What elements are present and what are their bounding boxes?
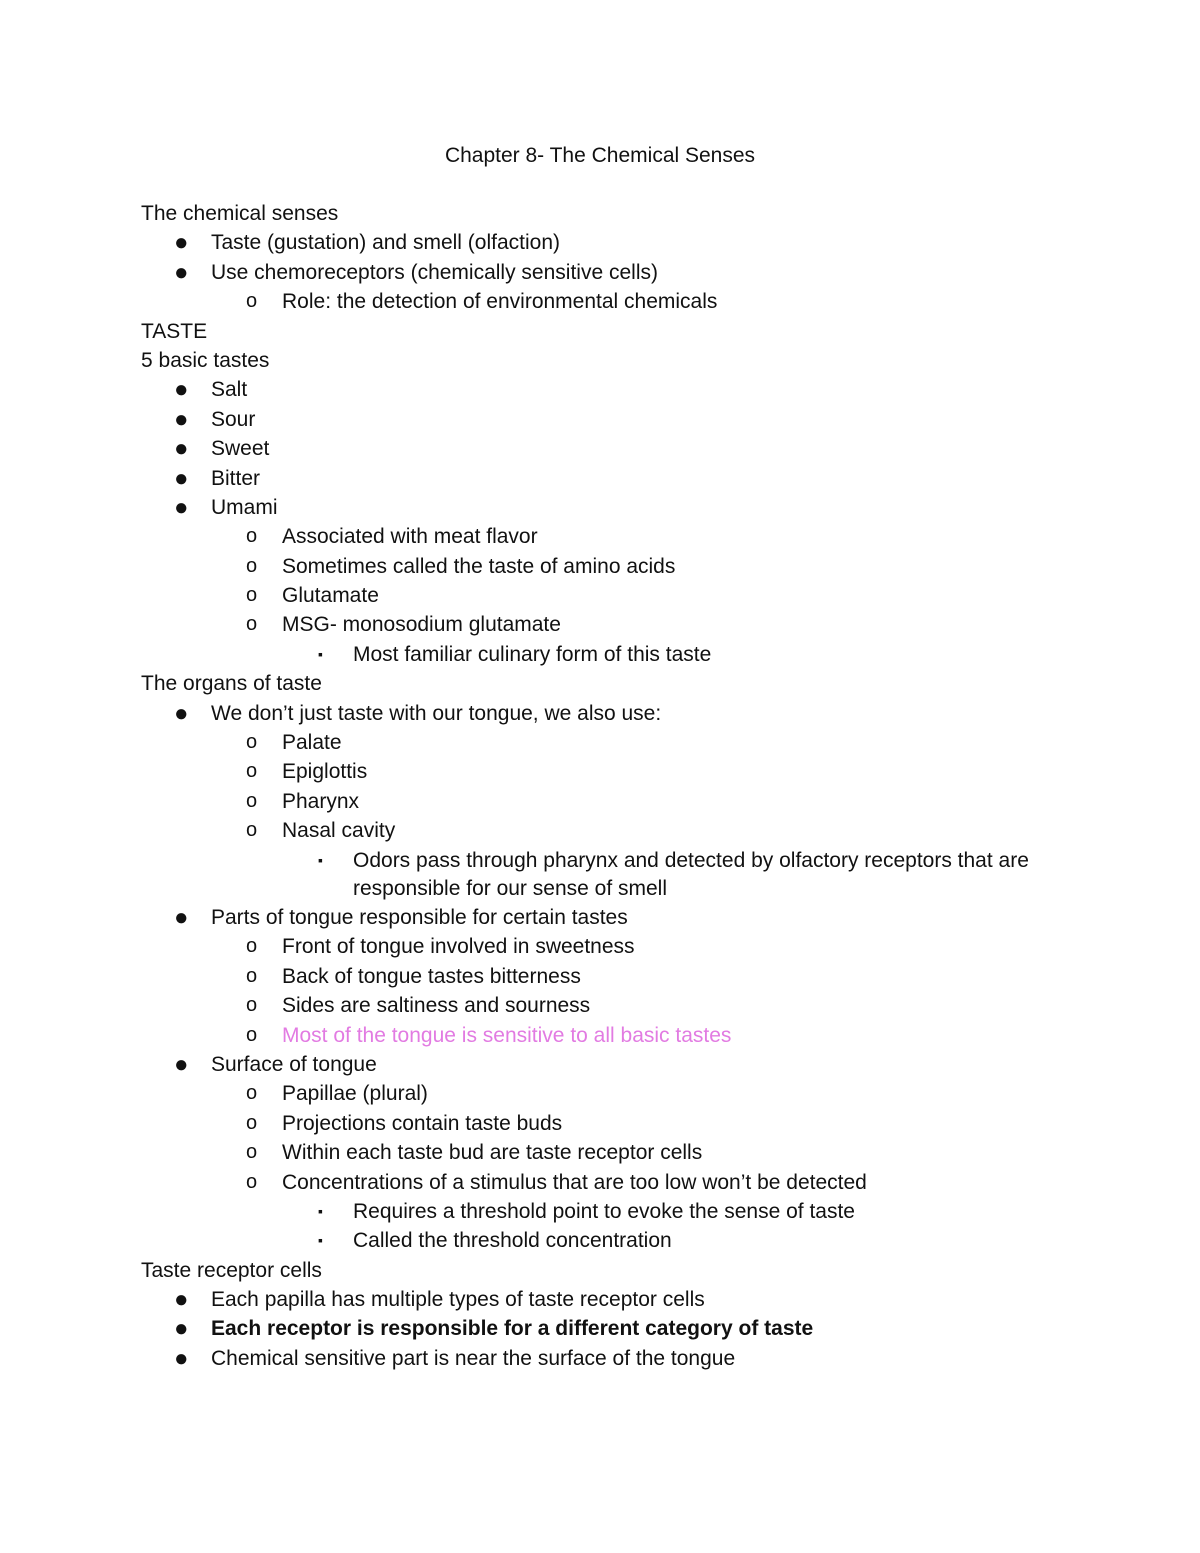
bullet-disc-icon: ● — [174, 493, 189, 521]
bullet-circle-icon: o — [246, 731, 258, 754]
list-item-text: Called the threshold concentration — [353, 1229, 672, 1253]
bullet-circle-icon: o — [246, 789, 258, 812]
list-item — [0, 875, 1200, 903]
list-item-text: Sour — [211, 407, 256, 431]
list-item-text: Each receptor is responsible for a different category of taste — [211, 1317, 814, 1341]
bullet-square-icon: ▪ — [318, 1202, 323, 1219]
list-item — [0, 932, 1200, 961]
list-item-text: Sometimes called the taste of amino acids — [282, 554, 676, 578]
list-item — [0, 1168, 1200, 1197]
bullet-square-icon: ▪ — [318, 851, 323, 868]
list-item — [0, 1109, 1200, 1138]
bullet-disc-icon: ● — [174, 258, 189, 286]
section-heading — [0, 199, 1200, 228]
bullet-disc-icon: ● — [174, 903, 189, 931]
list-item-text: Use chemoreceptors (chemically sensitive cells) — [211, 260, 658, 284]
list-item — [0, 522, 1200, 551]
bullet-disc-icon: ● — [174, 1344, 189, 1372]
list-item — [0, 1314, 1200, 1343]
list-item — [0, 787, 1200, 816]
section-heading — [0, 317, 1200, 346]
document-body — [0, 199, 1200, 1373]
list-item — [0, 581, 1200, 610]
list-item-text: Taste receptor cells — [141, 1258, 322, 1282]
list-item — [0, 464, 1200, 493]
list-item-text: Odors pass through pharynx and detected by olfactory receptors that are — [353, 848, 1029, 872]
list-item-text: Each papilla has multiple types of taste receptor cells — [211, 1288, 705, 1312]
list-item-text: The chemical senses — [141, 202, 339, 225]
list-item-text: Salt — [211, 378, 248, 402]
bullet-disc-icon: ● — [174, 699, 189, 727]
bullet-circle-icon: o — [246, 819, 258, 842]
list-item-text: Role: the detection of environmental chemicals — [282, 290, 718, 314]
section-heading — [0, 1256, 1200, 1285]
list-item-text: Sides are saltiness and sourness — [282, 994, 591, 1018]
bullet-circle-icon: o — [246, 1082, 258, 1105]
list-item-text: Papillae (plural) — [282, 1082, 428, 1106]
list-item-text: Most of the tongue is sensitive to all basic tastes — [282, 1023, 732, 1047]
bullet-square-icon: ▪ — [318, 1232, 323, 1249]
list-item — [0, 405, 1200, 434]
bullet-circle-icon: o — [246, 760, 258, 783]
list-item-text: Nasal cavity — [282, 819, 396, 843]
list-item — [0, 375, 1200, 404]
list-item — [0, 1285, 1200, 1314]
list-item-text: Sweet — [211, 437, 270, 461]
list-item — [0, 991, 1200, 1020]
list-item — [0, 1344, 1200, 1373]
list-item-text: We don’t just taste with our tongue, we also use: — [211, 701, 662, 725]
bullet-disc-icon: ● — [174, 405, 189, 433]
bullet-circle-icon: o — [246, 1111, 258, 1134]
list-item — [0, 493, 1200, 522]
bullet-disc-icon: ● — [174, 229, 189, 257]
list-item-text: Taste (gustation) and smell (olfaction) — [211, 231, 560, 255]
list-item-text: Chemical sensitive part is near the surface of the tongue — [211, 1346, 736, 1370]
bullet-disc-icon: ● — [174, 435, 189, 463]
list-item — [0, 1226, 1200, 1255]
list-item-text: TASTE — [141, 319, 208, 343]
bullet-circle-icon: o — [246, 964, 258, 987]
page-title: Chapter 8- The Chemical Senses — [444, 144, 756, 167]
bullet-circle-icon: o — [246, 1170, 258, 1193]
list-item — [0, 610, 1200, 639]
list-item — [0, 846, 1200, 875]
list-item — [0, 287, 1200, 316]
list-item-text: Concentrations of a stimulus that are too low won’t be detected — [282, 1170, 867, 1194]
list-item — [0, 434, 1200, 463]
section-heading — [0, 669, 1200, 698]
section-heading — [0, 346, 1200, 375]
list-item — [0, 640, 1200, 669]
list-item — [0, 1021, 1200, 1050]
list-item-text: Within each taste bud are taste receptor cells — [282, 1141, 703, 1165]
list-item — [0, 699, 1200, 728]
bullet-circle-icon: o — [246, 994, 258, 1017]
list-item — [0, 1197, 1200, 1226]
list-item-text: The organs of taste — [141, 672, 322, 696]
list-item — [0, 962, 1200, 991]
list-item-text: Back of tongue tastes bitterness — [282, 964, 581, 988]
list-item-text: Associated with meat flavor — [282, 525, 538, 549]
list-item — [0, 816, 1200, 845]
bullet-square-icon: ▪ — [318, 645, 323, 662]
list-item-text: Epiglottis — [282, 760, 368, 784]
bullet-circle-icon: o — [246, 290, 258, 313]
list-item-text: Palate — [282, 731, 342, 755]
list-item — [0, 757, 1200, 786]
list-item-text: Pharynx — [282, 789, 360, 813]
list-item-text: Bitter — [211, 466, 261, 490]
list-item — [0, 1079, 1200, 1108]
list-item-text: Surface of tongue — [211, 1052, 377, 1076]
list-item-text: Umami — [211, 495, 278, 519]
bullet-disc-icon: ● — [174, 1050, 189, 1078]
list-item — [0, 552, 1200, 581]
list-item-text: 5 basic tastes — [141, 348, 270, 372]
bullet-disc-icon: ● — [174, 376, 189, 404]
bullet-circle-icon: o — [246, 935, 258, 958]
bullet-circle-icon: o — [246, 1141, 258, 1164]
list-item-text: Glutamate — [282, 584, 379, 608]
bullet-circle-icon: o — [246, 525, 258, 548]
list-item-text: Parts of tongue responsible for certain tastes — [211, 905, 628, 929]
list-item — [0, 728, 1200, 757]
bullet-disc-icon: ● — [174, 1315, 189, 1343]
list-item-text: responsible for our sense of smell — [353, 876, 667, 900]
list-item-text: Front of tongue involved in sweetness — [282, 935, 635, 959]
bullet-disc-icon: ● — [174, 1286, 189, 1314]
bullet-circle-icon: o — [246, 554, 258, 577]
bullet-circle-icon: o — [246, 1023, 258, 1046]
list-item — [0, 228, 1200, 257]
list-item-text: Projections contain taste buds — [282, 1111, 563, 1135]
bullet-disc-icon: ● — [174, 464, 189, 492]
list-item-text: Requires a threshold point to evoke the sense of taste — [353, 1199, 855, 1223]
bullet-circle-icon: o — [246, 613, 258, 636]
list-item — [0, 903, 1200, 932]
list-item-text: Most familiar culinary form of this taste — [353, 642, 712, 666]
list-item — [0, 1138, 1200, 1167]
list-item — [0, 258, 1200, 287]
list-item — [0, 1050, 1200, 1079]
list-item-text: MSG- monosodium glutamate — [282, 613, 561, 637]
bullet-circle-icon: o — [246, 584, 258, 607]
